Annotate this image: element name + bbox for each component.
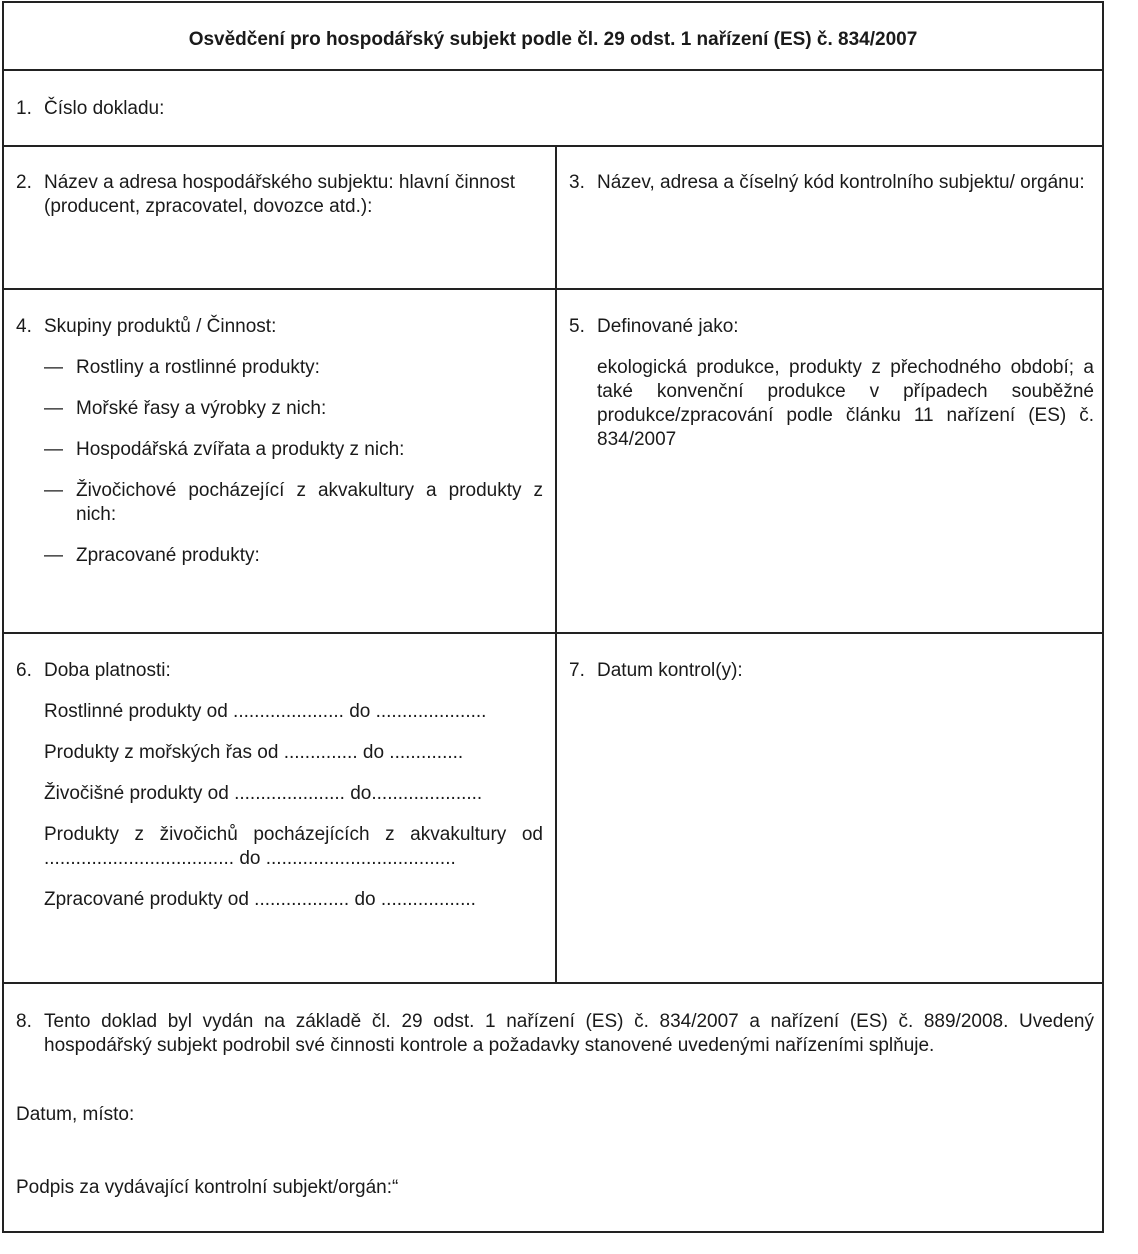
product-group-label: Hospodářská zvířata a produkty z nich: — [76, 439, 405, 460]
dash-bullet: — — [44, 480, 63, 501]
field-defined-as — [569, 315, 1094, 452]
validity-line: Produkty z živočichů pocházejících z akvakultury od .................................... do .................................... — [44, 824, 543, 869]
field-label: Definované jako: — [597, 316, 739, 337]
field-label: Doba platnosti: — [44, 660, 171, 681]
validity-line: Rostlinné produkty od ..................... do ..................... — [44, 701, 487, 722]
field-label: Datum kontrol(y): — [597, 660, 743, 681]
field-number: 8. — [16, 1011, 32, 1032]
product-group-label: Živočichové pocházející z akvakultury a produkty z nich: — [76, 480, 543, 525]
validity-line: Produkty z mořských řas od .............. do .............. — [44, 742, 464, 763]
validity-line: Živočišné produkty od ..................... do..................... — [44, 783, 483, 804]
issuance-text: Tento doklad byl vydán na základě čl. 29 odst. 1 nařízení (ES) č. 834/2007 a nařízení (ES) č. 889/2008. Uvedený hospodářský subjekt podrobil své činnosti kontrole a požadavky stanovené uvedenými nařízeními splňuje. — [44, 1011, 1094, 1056]
divider-row3 — [4, 632, 1102, 634]
dash-bullet: — — [44, 357, 63, 378]
product-group-label: Zpracované produkty: — [76, 545, 260, 566]
product-group-item — [44, 356, 543, 380]
defined-as-text: ekologická produkce, produkty z přechodného období; a také konvenční produkce v případech souběžné produkce/zpracování podle článku 11 nařízení (ES) č. 834/2007 — [597, 357, 1094, 450]
product-group-item — [44, 438, 543, 462]
field-number: 2. — [16, 172, 32, 193]
field-label: Číslo dokladu: — [44, 98, 165, 119]
divider-field1 — [4, 145, 1102, 147]
dash-bullet: — — [44, 545, 63, 566]
product-group-label: Mořské řasy a výrobky z nich: — [76, 398, 327, 419]
field-label: Skupiny produktů / Činnost: — [44, 316, 277, 337]
field-number: 4. — [16, 316, 32, 337]
dash-bullet: — — [44, 398, 63, 419]
field-document-number — [16, 97, 1086, 121]
date-place-label: Datum, místo: — [16, 1104, 135, 1125]
field-control-body — [569, 171, 1094, 195]
signature-label: Podpis za vydávající kontrolní subjekt/orgán:“ — [16, 1177, 399, 1198]
field-number: 1. — [16, 98, 32, 119]
product-group-item — [44, 397, 543, 421]
field-number: 7. — [569, 660, 585, 681]
product-group-item — [44, 479, 543, 527]
field-label: Název, adresa a číselný kód kontrolního subjektu/ orgánu: — [597, 172, 1085, 193]
field-operator-name-address — [16, 171, 536, 219]
field-number: 6. — [16, 660, 32, 681]
field-product-groups — [16, 315, 543, 585]
dash-bullet: — — [44, 439, 63, 460]
divider-row4 — [4, 982, 1102, 984]
certificate-form — [2, 1, 1104, 1233]
validity-line: Zpracované produkty od .................. do .................. — [44, 889, 476, 910]
product-group-item — [44, 544, 543, 568]
field-number: 3. — [569, 172, 585, 193]
field-issuance-statement — [16, 1010, 1094, 1058]
product-group-label: Rostliny a rostlinné produkty: — [76, 357, 320, 378]
field-number: 5. — [569, 316, 585, 337]
column-divider — [555, 145, 557, 982]
form-title: Osvědčení pro hospodářský subjekt podle čl. 29 odst. 1 nařízení (ES) č. 834/2007 — [188, 29, 918, 50]
field-inspection-date — [569, 659, 1094, 683]
divider-row2 — [4, 288, 1102, 290]
divider-title — [4, 69, 1102, 71]
field-validity-period — [16, 659, 543, 929]
field-label: Název a adresa hospodářského subjektu: hlavní činnost (producent, zpracovatel, dovozce atd.): — [44, 172, 516, 217]
